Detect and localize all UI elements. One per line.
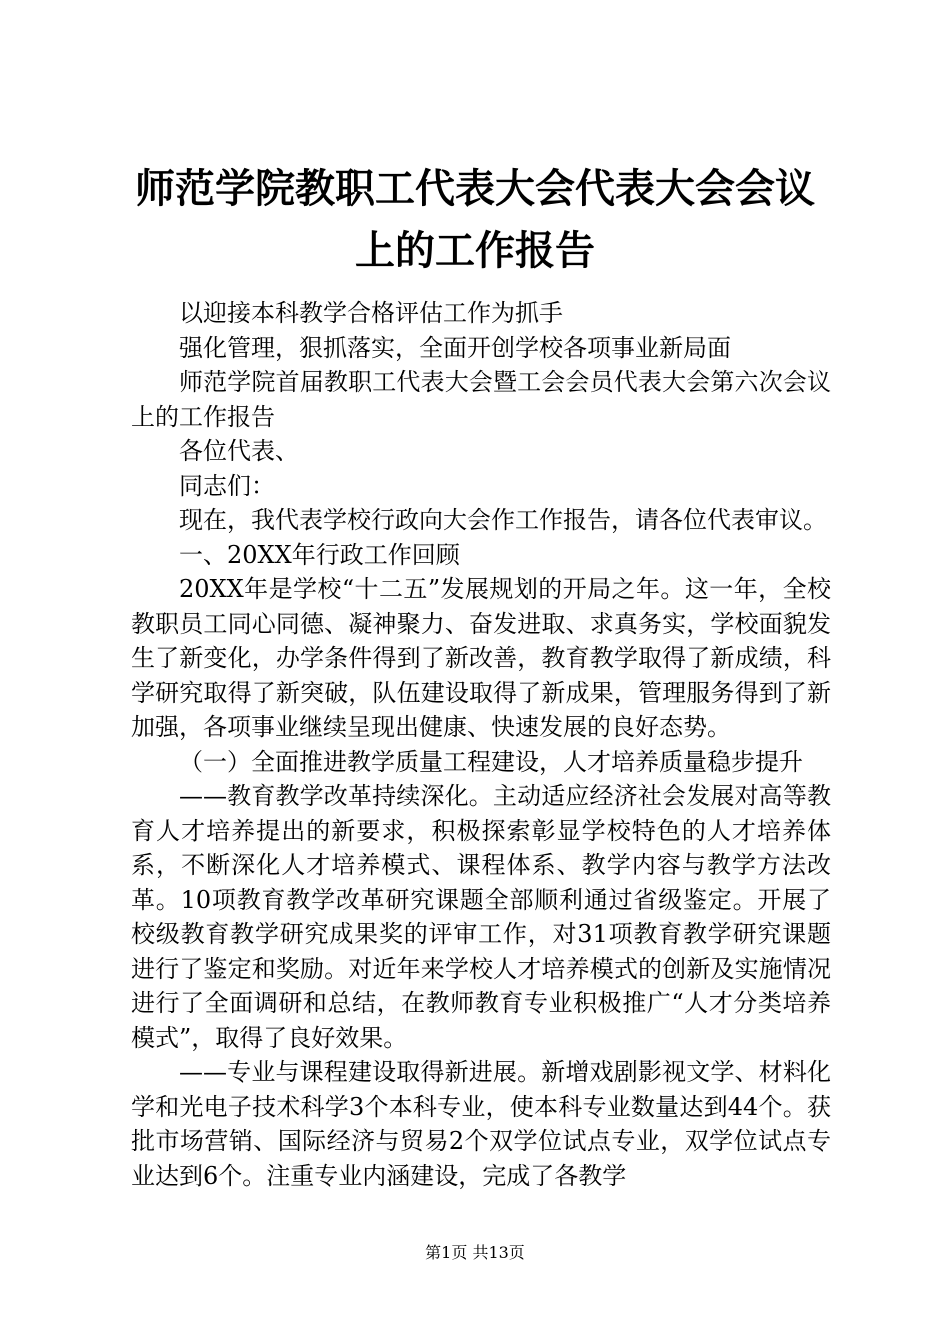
section-heading: 一、20XX年行政工作回顾: [179, 540, 460, 569]
report-heading: 师范学院首届教职工代表大会暨工会会员代表大会第六次会议上的工作报告: [131, 368, 831, 431]
document-body: [131, 296, 831, 1193]
body-paragraph: ——专业与课程建设取得新进展。新增戏剧影视文学、材料化学和光电子技术科学3个本科专业，使本科专业数量达到44个。获批市场营销、国际经济与贸易2个双学位试点专业，双学位试点专业达到6个。注重专业内涵建设，完成了各教学: [131, 1058, 831, 1190]
page-number: 第1页 共13页: [425, 1243, 525, 1262]
subsection-heading: （一）全面推进教学质量工程建设，人才培养质量稳步提升: [179, 747, 803, 776]
salutation: 各位代表、: [179, 437, 299, 465]
body-paragraph: ——教育教学改革持续深化。主动适应经济社会发展对高等教育人才培养提出的新要求，积极探索彰显学校特色的人才培养体系，不断深化人才培养模式、课程体系、教学内容与教学方法改革。10项教育教学改革研究课题全部顺利通过省级鉴定。开展了校级教育教学研究成果奖的评审工作，对31项教育教学研究课题进行了鉴定和奖励。对近年来学校人才培养模式的创新及实施情况进行了全面调研和总结，在教师教育专业积极推广“人才分类培养模式”，取得了良好效果。: [131, 782, 831, 1052]
document-title: 师范学院教职工代表大会代表大会会议上的工作报告: [135, 165, 815, 274]
body-paragraph: 现在，我代表学校行政向大会作工作报告，请各位代表审议。: [179, 506, 827, 534]
subtitle-line: 以迎接本科教学合格评估工作为抓手: [179, 299, 563, 327]
salutation: 同志们：: [179, 471, 275, 500]
body-paragraph: 20XX年是学校“十二五”发展规划的开局之年。这一年，全校教职员工同心同德、凝神聚力、奋发进取、求真务实，学校面貌发生了新变化，办学条件得到了新改善，教育教学取得了新成绩，科学研究取得了新突破，队伍建设取得了新成果，管理服务得到了新加强，各项事业继续呈现出健康、快速发展的良好态势。: [131, 575, 831, 741]
subtitle-line: 强化管理，狠抓落实，全面开创学校各项事业新局面: [179, 333, 731, 362]
